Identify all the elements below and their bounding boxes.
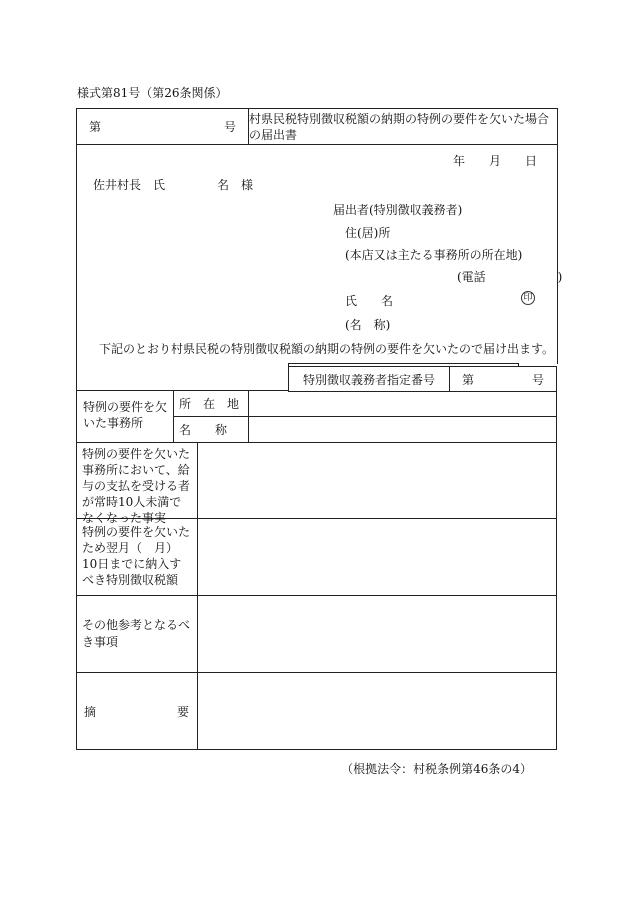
addressee-name: 名 様 [217, 178, 254, 192]
phone-label: (電話 ) [457, 270, 563, 284]
designation-label: 特別徴収義務者指定番号 [302, 372, 435, 387]
fact-label-cell [76, 442, 198, 525]
office-name-label: 名 称 [179, 423, 228, 437]
header-row [77, 109, 558, 145]
summary-label-cell [76, 672, 198, 750]
number-label-1: 第 [89, 119, 102, 134]
designation-label-box [288, 366, 450, 392]
location-label: 所 在 地 [179, 397, 240, 411]
body-row [77, 145, 558, 364]
office-label-cell [76, 391, 174, 443]
other-label: その他参考となるべき事項 [82, 618, 191, 649]
form-title: 村県民税特別徴収税額の納期の特例の要件を欠いた場合の届出書 [249, 111, 550, 142]
designation-number-box [449, 366, 557, 392]
designation-no-1: 第 [462, 372, 475, 387]
designation-no-2: 号 [531, 372, 544, 387]
name-label: 氏 名 [345, 294, 394, 308]
office-name-value-cell[interactable] [248, 417, 557, 443]
location-label-cell [173, 391, 249, 417]
address-label: 住(居)所 [345, 226, 391, 240]
statement: 下記のとおり村県民税の特別徴収税額の納期の特例の要件を欠いたので届け出ます。 [99, 342, 555, 356]
office-label: 特例の要件を欠いた事務所 [83, 400, 168, 430]
other-value-cell[interactable] [197, 595, 557, 673]
summary-label-1: 摘 [84, 704, 97, 719]
number-cell [77, 109, 249, 145]
seal-icon: 印 [521, 291, 535, 305]
summary-label-2: 要 [176, 704, 189, 719]
name-alt-label: (名 称) [345, 318, 391, 332]
date-day: 日 [525, 154, 538, 168]
number-label-2: 号 [223, 119, 236, 134]
fact-value-cell[interactable] [197, 442, 557, 519]
legal-basis: （根拠法令：村税条例第46条の4） [341, 762, 532, 776]
notification-form-table [76, 108, 563, 391]
body-cell [77, 145, 563, 364]
date-year: 年 [453, 154, 466, 168]
summary-value-cell[interactable] [197, 672, 557, 750]
addressee: 佐井村長 氏 [93, 178, 166, 192]
fact-label: 特例の要件を欠いた事務所において、給与の支払を受ける者が常時10人未満でなくなった事実 [82, 447, 191, 525]
date-month: 月 [489, 154, 502, 168]
form-number: 様式第81号（第26条関係） [77, 86, 228, 100]
office-name-label-cell [173, 417, 249, 443]
tax-label-cell [76, 518, 198, 596]
tax-label: 特例の要件を欠いたため翌月（ 月）10日までに納入すべき特別徴収税額 [82, 525, 191, 587]
office-address-label: (本店又は主たる事務所の所在地) [345, 248, 523, 262]
tax-value-cell[interactable] [197, 518, 557, 596]
title-cell [249, 109, 558, 145]
other-label-cell [76, 595, 198, 673]
location-value-cell[interactable] [248, 391, 557, 417]
notifier-label: 届出者(特別徴収義務者) [333, 203, 463, 217]
